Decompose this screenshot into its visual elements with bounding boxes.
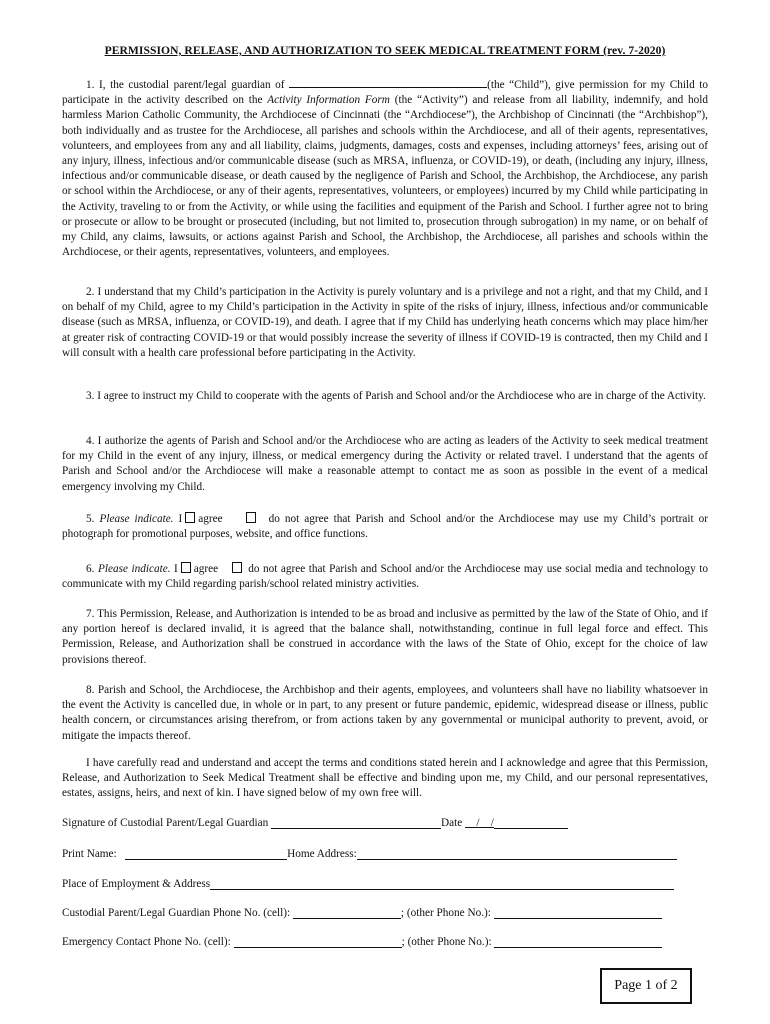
paragraph-text: (the “Activity”) and release from all liability, indemnify, and hold harmless Marion Catholic Community, the Archdiocese of Cincinnati (the “Archdiocese”), the Archbishop of Cincinnati (the “Archbishop”), both individually and as trustee for the Archdiocese, all parishes and schools within the Archdiocese, and all of their agents, representatives, volunteers, and employees from any and all liability, claims, judgments, damages, costs and expenses, including attorneys’ fees, arising out of any injury, illness, infectious and/or communicable disease (such as MRSA, influenza, or COVID-19), or death, (including any injury, illness, infectious and/or communicable disease, or death caused by the negligence of Parish and School, the Archbishop, the Archdiocese, any parish or school within the Archdiocese, or any of their agents, representatives, volunteers, or employees) incurred by my Child while participating in the Activity, traveling to or from the Activity, or while using the facilities and equipment of the Parish and School. I further agree not to bring or prosecute or allow to be brought or prosecuted (including, but not limited to, prosecution through subrogation) in my name, or on behalf of my Child, any claims, lawsuits, or actions against Parish and School, the Archbishop, the Archdiocese, all parishes and schools within the Archdiocese, or their agents, representatives, volunteers, and employees. [62, 94, 709, 259]
paragraph-text: Parish and School, the Archdiocese, the Archbishop and their agents, employees, and volunteers shall have no liability whatsoever in the event the Activity is cancelled due, in whole or in part, to any present or future pandemic, epidemic, widespread disease or illness, public health concern, or circumstances arising therefrom, or from actions taken by any governmental or municipal authority to prevent, avoid, or mitigate the impacts thereof. [62, 684, 708, 742]
print-name-row [62, 847, 708, 862]
paragraph-5 [62, 512, 708, 542]
activity-form-term: Activity Information Form [267, 94, 390, 107]
page-number-box [600, 968, 692, 1004]
employment-row [62, 877, 708, 892]
paragraph-8 [62, 683, 708, 744]
paragraph-text: I understand that my Child’s participation in the Activity is purely voluntary and is a privilege and not a right, and that my Child, and I on behalf of my Child, agree to my Child’s participation in the Activity in spite of the risks of injury, illness, infectious and/or communicable disease (such as MRSA, influenza, or COVID-19), and death. I agree that if my Child has underlying heath concerns which may place him/her at greater risk of contracting COVID-19 or that would possibly increase the severity of illness if COVID-19 is contracted, then my Child and I will consult with a health care professional before participating in the Activity. [62, 286, 709, 359]
paragraph-number: 6. [86, 563, 95, 575]
page-number: Page 1 of 2 [614, 978, 678, 993]
emergency-phone-label: Emergency Contact Phone No. (cell): [62, 936, 231, 948]
indicate-prompt: Please indicate. [99, 513, 174, 525]
paragraph-text: This Permission, Release, and Authorization is intended to be as broad and inclusive as permitted by the law of the State of Ohio, and if any portion hereof is declared invalid, it is agreed that the balance shall, notwithstanding, continue in full legal force and effect. This Permission, Release, and Authorization shall be construed in accordance with the laws of the State of Ohio, except for the choice of law provisions thereof. [62, 608, 708, 666]
paragraph-text: I authorize the agents of Parish and School and/or the Archdiocese who are acting as leaders of the Activity to seek medical treatment for my Child in the event of any injury, illness, or medical emergency during the Activity or related travel. I understand that the agents of Parish and School and/or the Archdiocese will make a reasonable attempt to contact me as soon as possible in the event of a medical emergency involving my Child. [62, 435, 708, 493]
emergency-phone-row [62, 935, 708, 950]
paragraph-number: 5. [86, 513, 95, 525]
paragraph-text: do not agree that Parish and School and/or the Archdiocese may use my Child’s portrait or photograph for promotional purposes, website, and office functions. [62, 513, 709, 541]
other-phone-label: ; (other Phone No.): [400, 907, 491, 919]
acknowledgment-paragraph [62, 756, 708, 802]
paragraph-text: I have carefully read and understand and accept the terms and conditions stated herein and I acknowledge and agree that this Permission, Release, and Authorization to Seek Medical Treatment shall be effective and binding upon me, my Child, and our personal representatives, estates, assigns, heirs, and next of kin. I have signed below of my own free will. [62, 757, 708, 800]
paragraph-number: 1. [86, 79, 95, 91]
home-address-field[interactable] [357, 847, 677, 860]
paragraph-4 [62, 434, 708, 495]
paragraph-number: 8. [86, 684, 95, 696]
guardian-other-phone-field[interactable] [494, 906, 662, 919]
date-label: Date [441, 817, 463, 829]
signature-field[interactable] [271, 816, 441, 829]
paragraph-number: 7. [86, 608, 95, 620]
date-field[interactable] [494, 816, 568, 829]
employment-label: Place of Employment & Address [62, 878, 211, 890]
paragraph-text: (the “Child”), give permission for my Child to participate in the activity described on the [62, 79, 709, 107]
child-name-field[interactable] [289, 76, 487, 88]
indicate-prompt: Please indicate. [97, 563, 171, 575]
guardian-cell-field[interactable] [293, 906, 401, 919]
paragraph-2 [62, 285, 708, 361]
pronoun: I [178, 513, 183, 525]
photo-disagree-checkbox[interactable] [246, 512, 256, 523]
agree-label: agree [193, 563, 219, 575]
paragraph-number: 4. [86, 435, 95, 447]
paragraph-number: 3. [86, 390, 95, 402]
paragraph-text: I agree to instruct my Child to cooperate with the agents of Parish and School and/or the Archdiocese who are in charge of the Activity. [97, 390, 706, 402]
paragraph-1 [62, 76, 708, 260]
signature-row [62, 816, 708, 831]
home-address-label: Home Address: [287, 848, 357, 860]
revision-text: (rev. 7-2020) [603, 44, 666, 57]
paragraph-text: do not agree that Parish and School and/or the Archdiocese may use social media and technology to communicate with my Child regarding parish/school related ministry activities. [62, 563, 709, 591]
social-media-agree-checkbox[interactable] [181, 562, 191, 573]
paragraph-3 [62, 389, 708, 404]
employment-field[interactable] [210, 877, 674, 890]
paragraph-7 [62, 607, 708, 668]
signature-label: Signature of Custodial Parent/Legal Guardian [62, 817, 269, 829]
title-text: PERMISSION, RELEASE, AND AUTHORIZATION TO SEEK MEDICAL TREATMENT FORM [104, 44, 601, 57]
date-format: __/__/ [465, 817, 494, 829]
print-name-label: Print Name: [62, 848, 117, 860]
form-title [62, 44, 708, 57]
pronoun: I [174, 563, 178, 575]
emergency-other-phone-field[interactable] [494, 935, 662, 948]
paragraph-number: 2. [86, 286, 95, 298]
print-name-field[interactable] [125, 847, 287, 860]
guardian-phone-row [62, 906, 708, 921]
agree-label: agree [198, 513, 223, 525]
social-media-disagree-checkbox[interactable] [232, 562, 242, 573]
emergency-cell-field[interactable] [234, 935, 402, 948]
paragraph-lead: I, the custodial parent/legal guardian of [99, 79, 285, 91]
photo-agree-checkbox[interactable] [185, 512, 195, 523]
paragraph-6 [62, 562, 708, 592]
other-phone-label: ; (other Phone No.): [401, 936, 492, 948]
guardian-phone-label: Custodial Parent/Legal Guardian Phone No. (cell): [62, 907, 291, 919]
